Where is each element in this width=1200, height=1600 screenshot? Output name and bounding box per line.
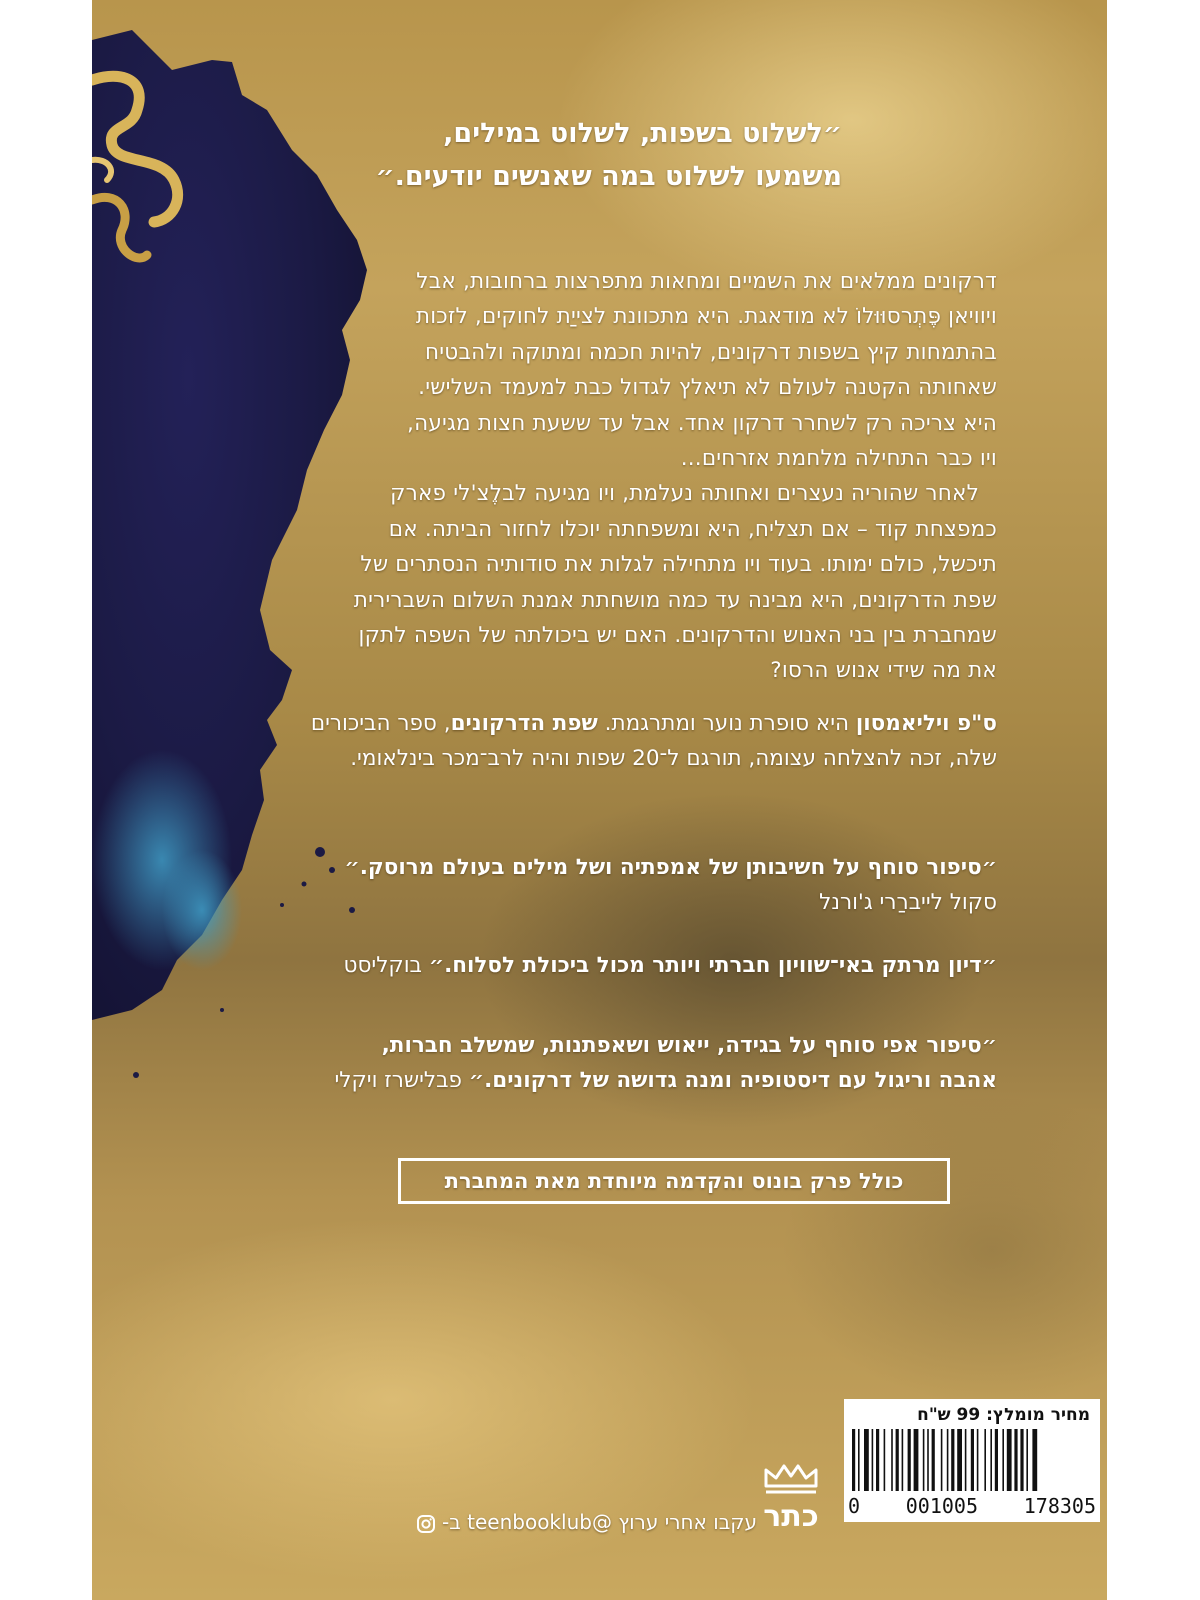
barcode-bar [971,1429,974,1491]
price-label: מחיר מומלץ: 99 ש"ח [917,1405,1090,1425]
barcode-bar [947,1429,949,1491]
review-text: ״דיון מרתק באי־שוויון חברתי ויותר מכול ביכולת לסלוח.״ [428,953,997,978]
synopsis-line: בהתמחות קיץ בשפות דרקונים, להיות חכמה ומתוקה ולהבטיח [425,339,997,365]
synopsis-line: תיכשל, כולם ימותו. בעוד ויו מתחילה לגלות את סודותיה הנסתרים של [360,552,997,578]
follow-text: עקבו אחרי ערוץ [618,1510,757,1534]
barcode-bar [891,1429,893,1491]
review-text: אהבה וריגול עם דיסטופיה ומנה גדושה של דרקונים.״ [468,1068,997,1093]
review-source: סקול לייברַרי ג'ורנל [819,890,997,915]
barcode-bar [965,1429,967,1491]
bonus-banner: כולל פרק בונוס והקדמה מיוחדת מאת המחברת [398,1158,950,1204]
back-cover [92,0,1107,1600]
barcode-bar [896,1429,899,1491]
barcode-bar [858,1429,860,1491]
barcode-digit-group: 0 [848,1494,861,1518]
review-quote [177,948,997,983]
cover-pull-quote [122,112,842,198]
barcode-bar [1026,1429,1028,1491]
barcode-bar [864,1429,869,1491]
barcode-digits [848,1494,1096,1518]
synopsis-line: את מה שידי אנוש הרסו? [770,658,997,684]
barcode-bar [977,1429,979,1491]
review-quote [177,1028,997,1098]
barcode-digit-group: 178305 [1023,1494,1096,1518]
synopsis-line: דרקונים ממלאים את השמיים ומחאות מתפרצות ברחובות, אבל [416,269,997,294]
barcode-bar [914,1429,919,1491]
barcode-bar [932,1429,935,1491]
publisher-logo [762,1462,820,1534]
barcode-icon [852,1429,1092,1491]
author-bio [177,706,997,776]
synopsis-line: היא צריכה רק לשחרר דרקון אחד. אבל עד ששעת חצות מגיעה, [407,410,997,436]
review-line [177,1063,997,1098]
synopsis-line: ויוויאן פֶּתְרסוּוּלוֹ לא מודאגת. היא מתכוונת לצייַת לחוקים, לזכות [415,304,997,330]
pull-quote-line: ״לשלוט בשפות, לשלוט במילים, [443,118,842,149]
review-source: פבלישרז ויקלי [334,1068,469,1093]
review-source: בוקליסט [343,953,429,978]
barcode-digit-group: 001005 [905,1494,979,1518]
review-quote [177,850,997,920]
barcode-bar [923,1429,925,1491]
book-title: שפת הדרקונים [450,711,598,736]
synopsis-line: שמחברת בין בני האנוש והדרקונים. האם יש ביכולתה של השפה לתקן [358,623,997,649]
barcode-bar [1020,1429,1023,1491]
barcode-bar [1032,1429,1037,1491]
author-bio-text: היא סופרת נוער ומתרגמת. [597,711,856,736]
social-follow [377,1510,757,1534]
barcode-bar [1014,1429,1017,1491]
follow-suffix: ב- [442,1510,461,1534]
barcode-bar [951,1429,954,1491]
barcode-bar [872,1429,874,1491]
barcode-bar [957,1429,962,1491]
barcode-bar [927,1429,929,1491]
barcode-bar [995,1429,998,1491]
synopsis-line: שפת הדרקונים, היא מבינה עד כמה מושחתת אמנת השלום השברירית [353,587,997,613]
review-line [177,948,997,983]
barcode-bar [1002,1429,1004,1491]
review-text: ״סיפור אפי סוחף על בגידה, ייאוש ושאפתנות, שמשלב חברות, [381,1033,997,1058]
barcode-bar [1007,1429,1012,1491]
synopsis-line: כמפצחת קוד – אם תצליח, היא ומשפחתה יוכלו לחזור הביתה. אם [388,516,997,542]
author-bio-text: , ספר הביכורים [310,711,451,736]
synopsis-line: ויו כבר התחילה מלחמת אזרחים... [680,446,997,472]
synopsis-line: לאחר שהוריה נעצרים ואחותה נעלמת, ויו מגיעה לבלֶצ'לי פארק [390,481,979,507]
barcode-bar [884,1429,886,1491]
barcode-bar [984,1429,986,1491]
barcode-bar [908,1429,911,1491]
review-text: ״סיפור סוחף על חשיבותן של אמפתיה ושל מילים בעולם מרוסק.״ [344,855,997,880]
barcode-bar [990,1429,992,1491]
author-name: ס"פ ויליאמסון [855,711,997,736]
barcode-bar [941,1429,943,1491]
instagram-icon[interactable] [416,1514,436,1534]
barcode-bar [852,1429,855,1491]
barcode-panel [844,1399,1100,1522]
publisher-logo-text: כתר [763,1499,819,1534]
synopsis-line: שאחותה הקטנה לעולם לא תיאלץ לגדול כבת למעמד השלישי. [418,375,997,401]
instagram-handle[interactable]: @teenbooklub [467,1510,612,1534]
author-bio-line [177,706,997,741]
barcode-bar [876,1429,879,1491]
pull-quote-line: משמעו לשלוט במה שאנשים יודעים.״ [375,161,842,192]
barcode-bar [902,1429,904,1491]
synopsis [197,264,997,689]
author-bio-line: שלה, זכה להצלחה עצומה, תורגם ל־20 שפות והיה לרב־מכר בינלאומי. [350,746,997,771]
